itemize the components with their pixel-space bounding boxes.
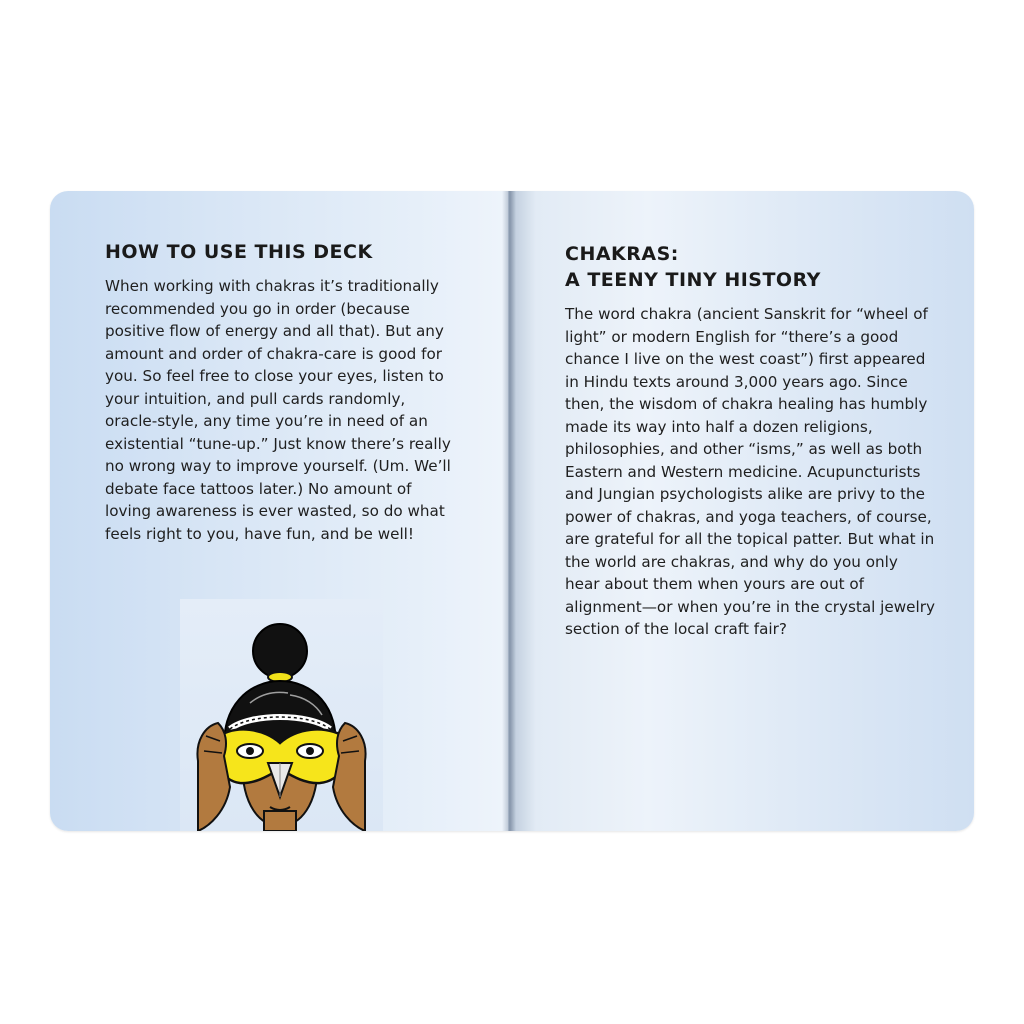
woman-with-bird-mask-icon <box>180 611 383 831</box>
book-spine <box>502 191 516 831</box>
how-to-use-paragraph: When working with chakras it’s traditionally recommended you go in order (because positive flow of energy and all that). But any amount and order of chakra-care is good for you. So feel free to close your eyes, listen to your intuition, and pull cards randomly, oracle-style, any time you’re in need of an existential “tune-up.” Just know there’s really no wrong way to improve yourself. (Um. We’ll debate face tattoos later.) No amount of loving awareness is ever wasted, so do what feels right to you, have fun, and be well! <box>105 277 451 543</box>
history-section <box>565 241 935 641</box>
right-page <box>508 191 974 831</box>
history-heading-line2: A TEENY TINY HISTORY <box>565 269 821 291</box>
how-to-use-section <box>105 239 455 545</box>
history-heading <box>565 241 935 293</box>
how-to-use-heading: HOW TO USE THIS DECK <box>105 241 373 263</box>
history-heading-line1: CHAKRAS: <box>565 243 679 265</box>
left-page <box>50 191 508 831</box>
open-book-spread <box>50 191 974 831</box>
history-paragraph: The word chakra (ancient Sanskrit for “wheel of light” or modern English for “there’s a good chance I live on the west coast”) first appeared in Hindu texts around 3,000 years ago. Since then, the wisdom of chakra healing has humbly made its way into half a dozen religions, philosophies, and other “isms,” as well as both Eastern and Western medicine. Acupuncturists and Jungian psychologists alike are privy to the power of chakras, and yoga teachers, of course, are grateful for all the topical patter. But what in the world are chakras, and why do you only hear about them when yours are out of alignment—or when you’re in the crystal jewelry section of the local craft fair? <box>565 305 935 638</box>
